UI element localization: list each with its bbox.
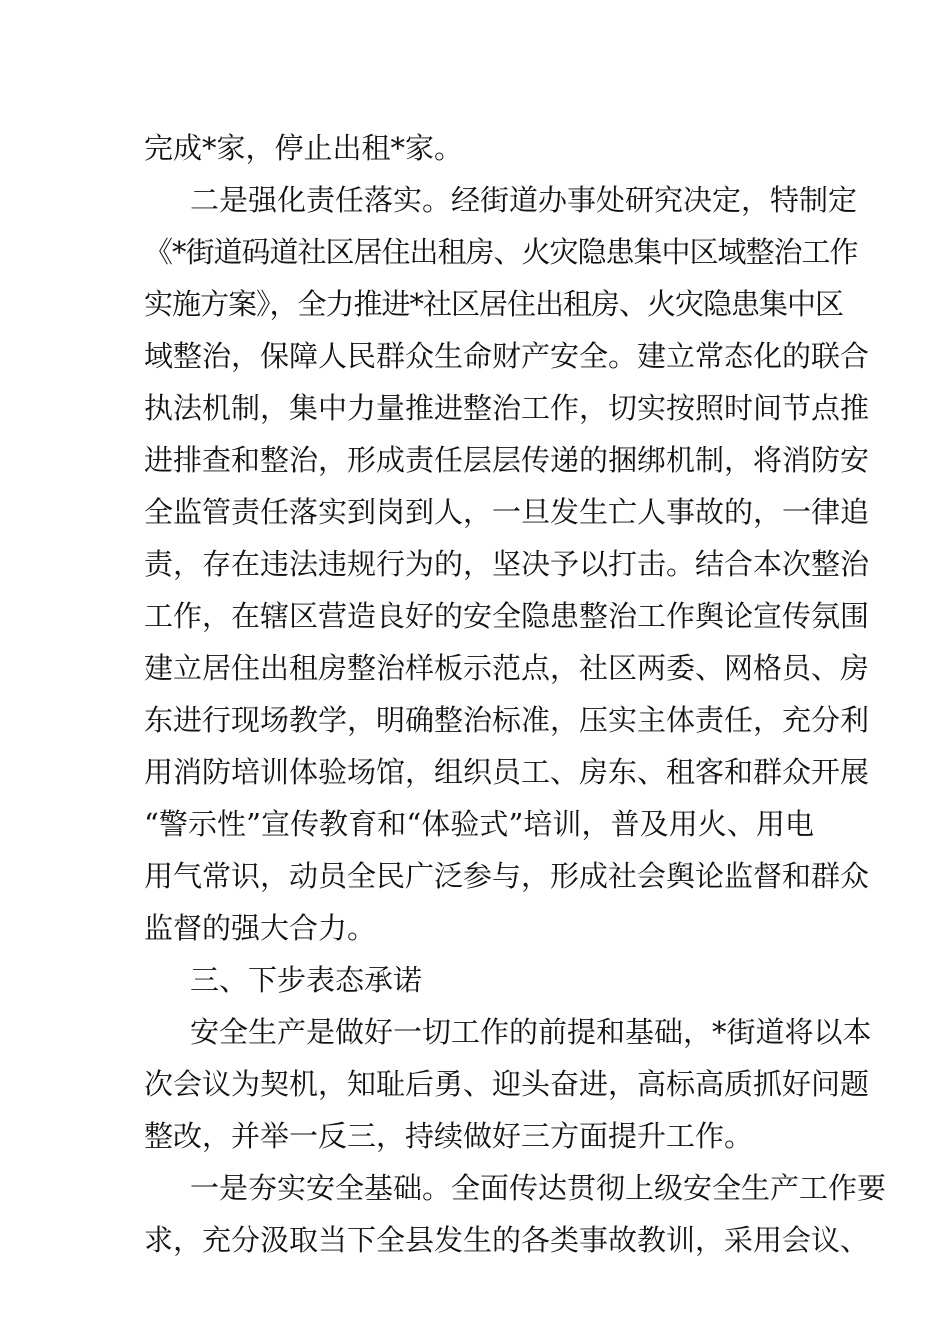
text-line-9: 责，存在违法违规行为的，坚决予以打击。结合本次整治 <box>144 547 870 581</box>
text-line-16: 监督的强大合力。 <box>144 911 377 945</box>
text-line-1: 完成*家，停止出租*家。 <box>144 131 464 165</box>
text-line-3: 《*街道码道社区居住出租房、火灾隐患集中区域整治工作 <box>144 235 858 269</box>
text-line-10: 工作，在辖区营造良好的安全隐患整治工作舆论宣传氛围 <box>144 599 870 633</box>
text-line-8: 全监管责任落实到岗到人，一旦发生亡人事故的，一律追 <box>144 495 870 529</box>
text-line-19: 次会议为契机，知耻后勇、迎头奋进，高标高质抓好问题 <box>144 1067 870 1101</box>
text-line-2: 二是强化责任落实。经街道办事处研究决定，特制定 <box>190 183 858 217</box>
text-line-21: 一是夯实安全基础。全面传达贯彻上级安全生产工作要 <box>190 1171 887 1205</box>
text-line-22: 求，充分汲取当下全县发生的各类事故教训，采用会议、 <box>144 1223 870 1257</box>
text-line-15: 用气常识，动员全民广泛参与，形成社会舆论监督和群众 <box>144 859 870 893</box>
text-line-4: 实施方案》，全力推进*社区居住出租房、火灾隐患集中区 <box>144 287 844 321</box>
text-line-7: 进排查和整治，形成责任层层传递的捆绑机制，将消防安 <box>144 443 870 477</box>
text-line-6: 执法机制，集中力量推进整治工作，切实按照时间节点推 <box>144 391 870 425</box>
text-line-20: 整改，并举一反三，持续做好三方面提升工作。 <box>144 1119 754 1153</box>
section-heading: 三、下步表态承诺 <box>190 963 423 997</box>
text-line-12: 东进行现场教学，明确整治标准，压实主体责任，充分利 <box>144 703 870 737</box>
text-line-18: 安全生产是做好一切工作的前提和基础，*街道将以本 <box>190 1015 872 1049</box>
text-line-11: 建立居住出租房整治样板示范点，社区两委、网格员、房 <box>144 651 870 685</box>
text-line-5: 域整治，保障人民群众生命财产安全。建立常态化的联合 <box>144 339 870 373</box>
text-line-14: “警示性”宣传教育和“体验式”培训，普及用火、用电 <box>144 807 814 841</box>
text-line-13: 用消防培训体验场馆，组织员工、房东、租客和群众开展 <box>144 755 870 789</box>
